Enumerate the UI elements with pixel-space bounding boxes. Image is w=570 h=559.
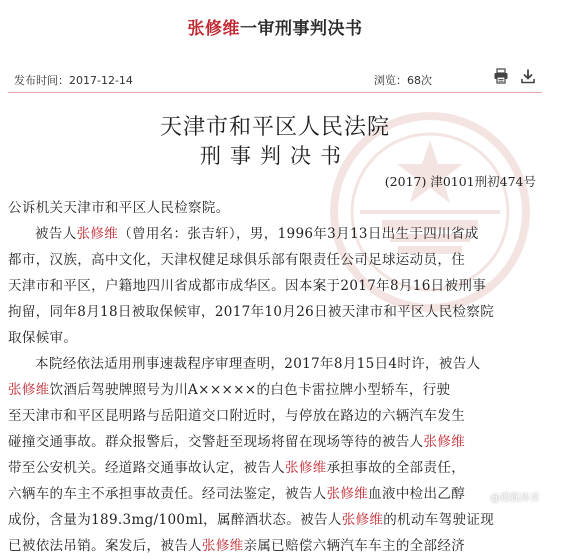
source-watermark: @搜狐体育 bbox=[490, 493, 540, 504]
publish-date-value: 2017-12-14 bbox=[69, 74, 133, 87]
judgment-line bbox=[8, 429, 544, 455]
view-count-value: 68次 bbox=[407, 74, 432, 87]
publish-date-label: 发布时间： bbox=[14, 74, 69, 87]
download-icon[interactable] bbox=[520, 68, 536, 84]
printer-icon[interactable] bbox=[493, 68, 509, 84]
judgment-body bbox=[8, 195, 544, 559]
judgment-text: 六辆车的车主不承担事故责任。经司法鉴定，被告人 bbox=[8, 486, 327, 502]
judgment-line bbox=[8, 325, 544, 351]
court-name: 天津市和平区人民法院 bbox=[159, 115, 390, 140]
article-title-rest: 一审刑事判决书 bbox=[240, 19, 363, 39]
judgment-text: 公诉机关天津市和平区人民检察院。 bbox=[8, 200, 230, 216]
judgment-text: 的机动车驾驶证现 bbox=[383, 512, 495, 528]
judgment-text: 至天津市和平区昆明路与岳阳道交口附近时，与停放在路边的六辆汽车发生 bbox=[8, 408, 466, 424]
judgment-line bbox=[8, 403, 544, 429]
article-title bbox=[0, 14, 550, 39]
judgment-text: 带至公安机关。经道路交通事故认定，被告人 bbox=[8, 460, 285, 476]
judgment-line bbox=[8, 377, 544, 403]
judgment-text: 成份，含量为189.3mg/100ml，属醉酒状态。被告人 bbox=[8, 512, 342, 528]
judgment-text: 取保候审。 bbox=[8, 330, 78, 346]
judgment-line bbox=[8, 299, 544, 325]
defendant-name: 张修维 bbox=[8, 382, 50, 398]
judgment-text: 本院经依法适用刑事速裁程序审理查明，2017年8月15日4时许，被告人 bbox=[35, 356, 481, 372]
judgment-text: 天津市和平区，户籍地四川省成都市成华区。因本案于2017年8月16日被刑事 bbox=[8, 278, 487, 294]
judgment-line bbox=[8, 351, 544, 377]
defendant-name: 张修维 bbox=[76, 226, 119, 242]
document-type-heading: 刑事判决书 bbox=[200, 144, 350, 168]
judgment-text: （曾用名：张吉轩），男，1996年3月13日出生于四川省成 bbox=[118, 226, 479, 242]
judgment-line bbox=[8, 247, 544, 273]
judgment-line bbox=[8, 455, 544, 481]
judgment-text: 已被依法吊销。案发后，被告人 bbox=[8, 538, 202, 554]
case-number: (2017) 津0101刑初474号 bbox=[384, 174, 536, 189]
defendant-name: 张修维 bbox=[423, 434, 466, 450]
judgment-text: 血液中检出乙醇 bbox=[368, 486, 466, 502]
judgment-text: 都市，汉族，高中文化，天津权健足球俱乐部有限责任公司足球运动员，住 bbox=[8, 252, 466, 268]
judgment-line bbox=[8, 195, 544, 221]
judgment-text: 承担事故的全部责任， bbox=[326, 460, 466, 476]
article-actions bbox=[485, 68, 537, 84]
judgment-line bbox=[8, 533, 544, 559]
judgment-text: 碰撞交通事故。群众报警后，交警赶至现场将留在现场等待的被告人 bbox=[8, 434, 424, 450]
defendant-name: 张修维 bbox=[201, 538, 244, 554]
article-title-name: 张修维 bbox=[187, 19, 240, 39]
judgment-line bbox=[8, 507, 544, 533]
view-count bbox=[374, 72, 432, 88]
judgment-text: 饮酒后驾驶牌照号为川A×××××的白色卡雷拉牌小型轿车，行驶 bbox=[49, 382, 451, 398]
publish-date bbox=[14, 72, 133, 88]
judgment-text: 被告人 bbox=[35, 226, 77, 242]
judgment-line bbox=[8, 221, 544, 247]
judgment-line bbox=[8, 273, 544, 299]
judgment-text: 拘留，同年8月18日被取保候审，2017年10月26日被天津市和平区人民检察院 bbox=[8, 304, 495, 320]
defendant-name: 张修维 bbox=[285, 460, 327, 476]
defendant-name: 张修维 bbox=[326, 486, 369, 502]
view-count-label: 浏览： bbox=[374, 74, 407, 87]
article-meta-bar bbox=[14, 66, 536, 90]
defendant-name: 张修维 bbox=[341, 512, 384, 528]
judgment-text: 亲属已赔偿六辆汽车车主的全部经济 bbox=[243, 538, 466, 554]
judgment-line bbox=[8, 481, 544, 507]
